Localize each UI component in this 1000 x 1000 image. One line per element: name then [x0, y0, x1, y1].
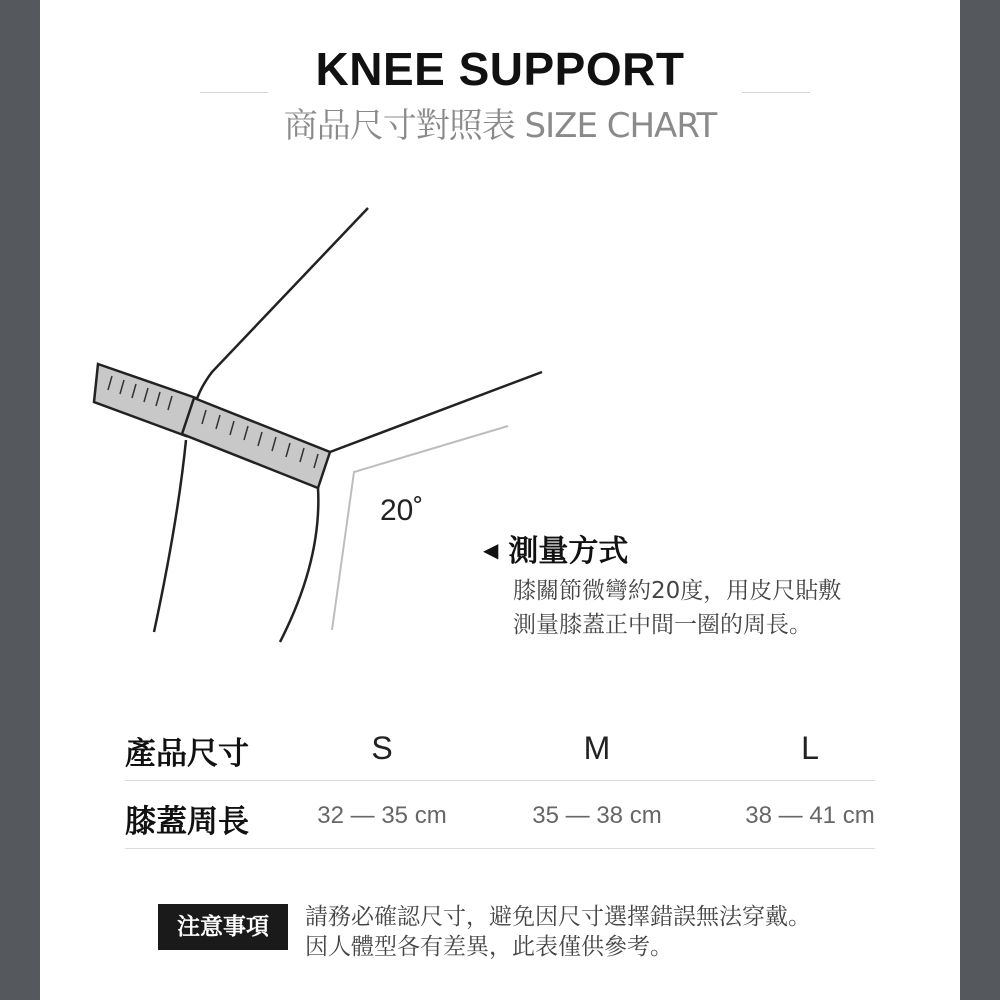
angle-guide: [332, 426, 508, 630]
table-divider-2: [125, 848, 875, 849]
size-l: L: [801, 730, 819, 766]
shin-outline-left: [154, 440, 186, 632]
shin-outline-right: [280, 488, 318, 642]
measure-method-heading: [483, 526, 628, 570]
knee-circumference-label: 膝蓋周長: [125, 804, 249, 840]
measuring-tape-back: [94, 364, 196, 436]
range-l: 38 — 41 cm: [745, 802, 875, 829]
range-m: 35 — 38 cm: [532, 802, 662, 829]
notice-badge: 注意事項: [158, 904, 288, 950]
notice-line-1: 請務必確認尺寸，避免因尺寸選擇錯誤無法穿戴。: [305, 904, 811, 930]
thigh-outline-right: [330, 372, 542, 452]
page-subtitle: 商品尺寸對照表 SIZE CHART: [283, 106, 717, 146]
table-divider-1: [125, 780, 875, 781]
thigh-outline-left: [196, 208, 368, 402]
measure-method-line-1: 膝關節微彎約20度，用皮尺貼敷: [513, 578, 842, 604]
triangle-left-icon: ◀: [483, 538, 499, 562]
range-s: 32 — 35 cm: [317, 802, 447, 829]
product-size-label: 產品尺寸: [125, 736, 249, 772]
size-s: S: [371, 730, 393, 766]
measure-method-title: 測量方式: [508, 534, 629, 569]
page-title: KNEE SUPPORT: [315, 43, 685, 95]
measure-method-line-2: 測量膝蓋正中間一圈的周長。: [513, 612, 812, 638]
notice-line-2: 因人體型各有差異，此表僅供參考。: [305, 934, 673, 960]
measuring-tape-front: [182, 398, 330, 488]
bend-angle-label: 20˚: [380, 494, 424, 527]
size-m: M: [583, 730, 611, 766]
